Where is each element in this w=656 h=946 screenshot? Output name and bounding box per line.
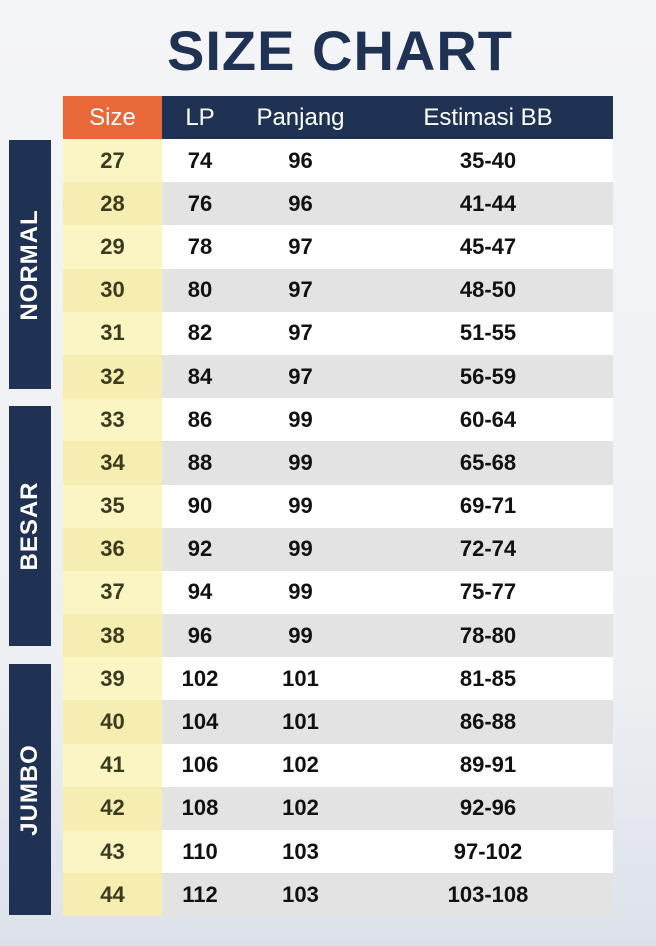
lp-cell: 96: [187, 622, 213, 648]
estimasi-bb-cell: 72-74: [459, 536, 517, 562]
lp-cell: 106: [181, 752, 219, 778]
size-cell: 36: [63, 528, 162, 571]
size-cell: 40: [63, 700, 162, 743]
lp-cell: 112: [182, 881, 218, 907]
table-row: [63, 312, 613, 355]
estimasi-bb-cell: 45-47: [459, 233, 517, 259]
size-cell: 43: [63, 830, 162, 873]
estimasi-bb-cell: 75-77: [459, 579, 517, 605]
estimasi-bb-cell: 35-40: [459, 147, 517, 173]
panjang-cell: 99: [288, 493, 313, 519]
group-normal-label: NORMAL: [16, 208, 43, 321]
panjang-cell: 99: [288, 406, 313, 432]
size-cell: 27: [63, 139, 162, 182]
lp-cell: 104: [181, 709, 219, 735]
lp-cell: 74: [187, 147, 213, 173]
table-row: [63, 528, 613, 571]
size-cell: 28: [63, 182, 162, 225]
table-row: [63, 700, 613, 743]
group-besar-label: BESAR: [16, 481, 43, 571]
panjang-cell: 99: [288, 622, 313, 648]
size-cell: 29: [63, 225, 162, 268]
table-row: [63, 744, 613, 787]
table-row: [63, 398, 613, 441]
size-table: [63, 139, 613, 916]
panjang-cell: 97: [288, 233, 313, 259]
estimasi-bb-cell: 51-55: [459, 320, 517, 346]
lp-cell: 92: [187, 536, 213, 562]
panjang-cell: 103: [282, 838, 319, 864]
header-lp: LP: [185, 104, 215, 131]
panjang-cell: 103: [282, 881, 319, 907]
size-cell: 35: [63, 485, 162, 528]
panjang-cell: 102: [282, 795, 319, 821]
size-cell: 34: [63, 441, 162, 484]
panjang-cell: 99: [288, 579, 313, 605]
estimasi-bb-cell: 89-91: [459, 752, 517, 778]
size-cell: 38: [63, 614, 162, 657]
estimasi-bb-cell: 78-80: [459, 622, 517, 648]
header-panjang: Panjang: [256, 104, 345, 131]
lp-cell: 82: [187, 320, 213, 346]
estimasi-bb-cell: 69-71: [459, 493, 517, 519]
size-cell: 32: [63, 355, 162, 398]
table-row: [63, 269, 613, 312]
table-row: [63, 225, 613, 268]
estimasi-bb-cell: 81-85: [459, 665, 517, 691]
panjang-cell: 96: [288, 190, 313, 216]
size-cell: 42: [63, 787, 162, 830]
size-cell: 41: [63, 744, 162, 787]
group-jumbo-label: JUMBO: [16, 743, 43, 836]
panjang-cell: 97: [288, 363, 313, 389]
panjang-cell: 99: [288, 536, 313, 562]
table-row: [63, 485, 613, 528]
panjang-cell: 102: [282, 752, 319, 778]
table-header: [63, 96, 613, 139]
panjang-cell: 101: [282, 665, 319, 691]
table-row: [63, 787, 613, 830]
table-row: [63, 614, 613, 657]
table-row: [63, 441, 613, 484]
table-row: [63, 657, 613, 700]
estimasi-bb-cell: 56-59: [459, 363, 517, 389]
lp-cell: 110: [182, 838, 218, 864]
lp-cell: 76: [187, 190, 213, 216]
group-normal: [9, 140, 51, 389]
lp-cell: 108: [181, 795, 219, 821]
group-besar: [9, 406, 51, 646]
table-row: [63, 355, 613, 398]
panjang-cell: 97: [288, 320, 313, 346]
table-row: [63, 830, 613, 873]
table-row: [63, 873, 613, 916]
size-cell: 37: [63, 571, 162, 614]
lp-cell: 102: [181, 665, 219, 691]
estimasi-bb-cell: 97-102: [453, 838, 523, 864]
lp-cell: 88: [187, 449, 213, 475]
header-estimasi-bb: Estimasi BB: [423, 104, 553, 131]
size-cell: 31: [63, 312, 162, 355]
page-title: SIZE CHART: [167, 19, 513, 82]
lp-cell: 94: [187, 579, 213, 605]
estimasi-bb-cell: 103-108: [447, 881, 529, 907]
panjang-cell: 101: [282, 709, 319, 735]
lp-cell: 84: [187, 363, 213, 389]
group-jumbo: [9, 664, 51, 915]
size-cell: 33: [63, 398, 162, 441]
table-row: [63, 182, 613, 225]
size-cell: 44: [63, 873, 162, 916]
estimasi-bb-cell: 41-44: [459, 190, 517, 216]
header-size: Size: [63, 96, 162, 139]
lp-cell: 80: [187, 277, 213, 303]
estimasi-bb-cell: 48-50: [459, 277, 517, 303]
size-cell: 39: [63, 657, 162, 700]
table-row: [63, 139, 613, 182]
estimasi-bb-cell: 65-68: [459, 449, 517, 475]
estimasi-bb-cell: 60-64: [459, 406, 517, 432]
panjang-cell: 99: [288, 449, 313, 475]
size-cell: 30: [63, 269, 162, 312]
lp-cell: 86: [187, 406, 213, 432]
lp-cell: 78: [187, 233, 213, 259]
table-row: [63, 571, 613, 614]
lp-cell: 90: [187, 493, 213, 519]
estimasi-bb-cell: 92-96: [459, 795, 517, 821]
panjang-cell: 97: [288, 277, 313, 303]
panjang-cell: 96: [288, 147, 313, 173]
estimasi-bb-cell: 86-88: [459, 709, 517, 735]
